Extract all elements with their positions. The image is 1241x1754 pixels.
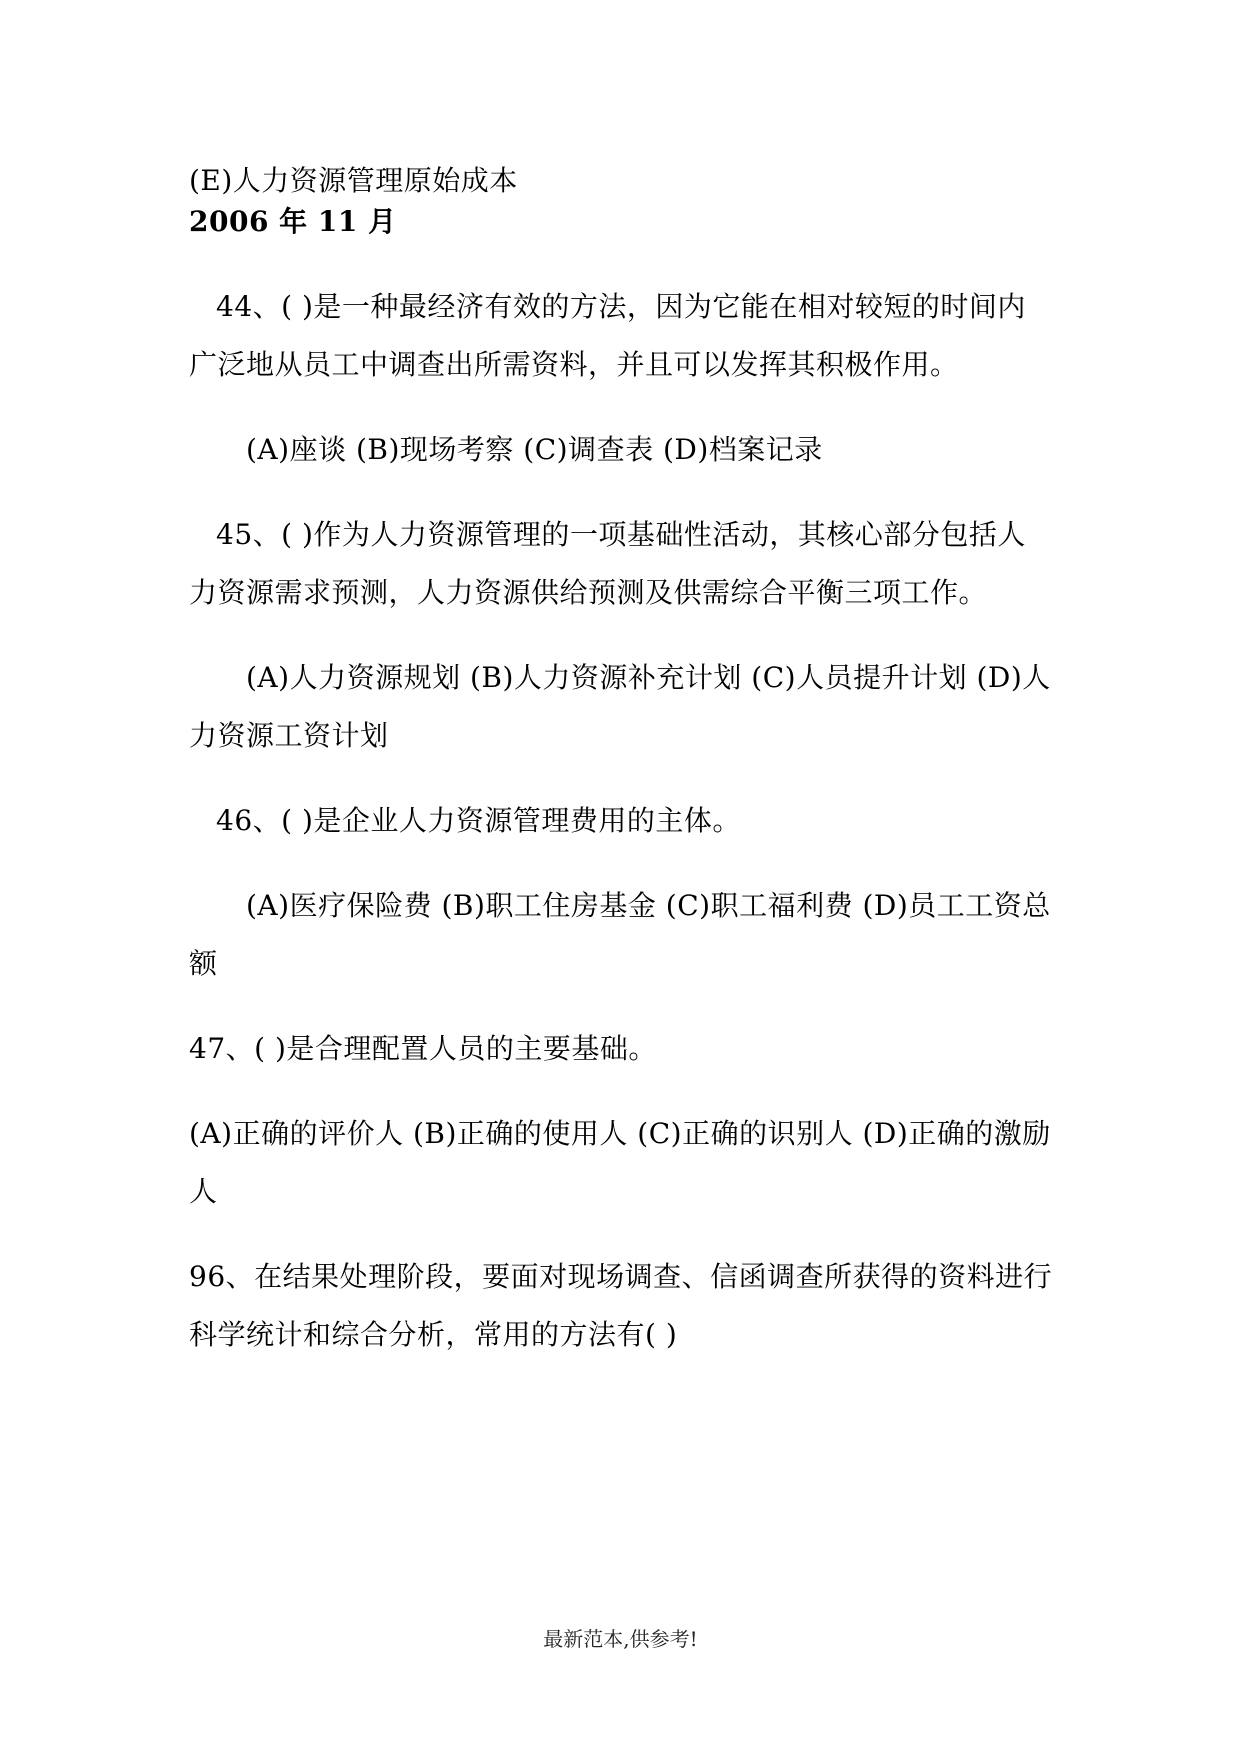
question-45-options-line-2: 力资源工资计划	[189, 719, 389, 752]
question-47-line-1: 47、( )是合理配置人员的主要基础。	[189, 1032, 657, 1065]
question-44-line-2: 广泛地从员工中调查出所需资料，并且可以发挥其积极作用。	[189, 348, 959, 381]
question-96-line-2: 科学统计和综合分析，常用的方法有( )	[189, 1318, 678, 1351]
option-e-line: (E)人力资源管理原始成本	[189, 164, 518, 197]
question-45-line-2: 力资源需求预测，人力资源供给预测及供需综合平衡三项工作。	[189, 576, 988, 609]
question-45-line-1: 45、( )作为人力资源管理的一项基础性活动，其核心部分包括人	[216, 518, 1026, 551]
question-46-options-line-2: 额	[189, 947, 218, 980]
question-46-line-1: 46、( )是企业人力资源管理费用的主体。	[216, 804, 741, 837]
question-44-options: (A)座谈 (B)现场考察 (C)调查表 (D)档案记录	[246, 433, 823, 466]
question-46-options-line-1: (A)医疗保险费 (B)职工住房基金 (C)职工福利费 (D)员工工资总	[246, 889, 1051, 922]
question-44-line-1: 44、( )是一种最经济有效的方法，因为它能在相对较短的时间内	[216, 290, 1026, 323]
section-date-heading: 2006 年 11 月	[189, 205, 397, 238]
question-96-line-1: 96、在结果处理阶段，要面对现场调查、信函调查所获得的资料进行	[189, 1260, 1053, 1293]
question-45-options-line-1: (A)人力资源规划 (B)人力资源补充计划 (C)人员提升计划 (D)人	[246, 661, 1051, 694]
question-47-options-line-2: 人	[189, 1175, 218, 1208]
question-47-options-line-1: (A)正确的评价人 (B)正确的使用人 (C)正确的识别人 (D)正确的激励	[189, 1117, 1051, 1150]
page-footer: 最新范本,供参考!	[543, 1627, 698, 1651]
